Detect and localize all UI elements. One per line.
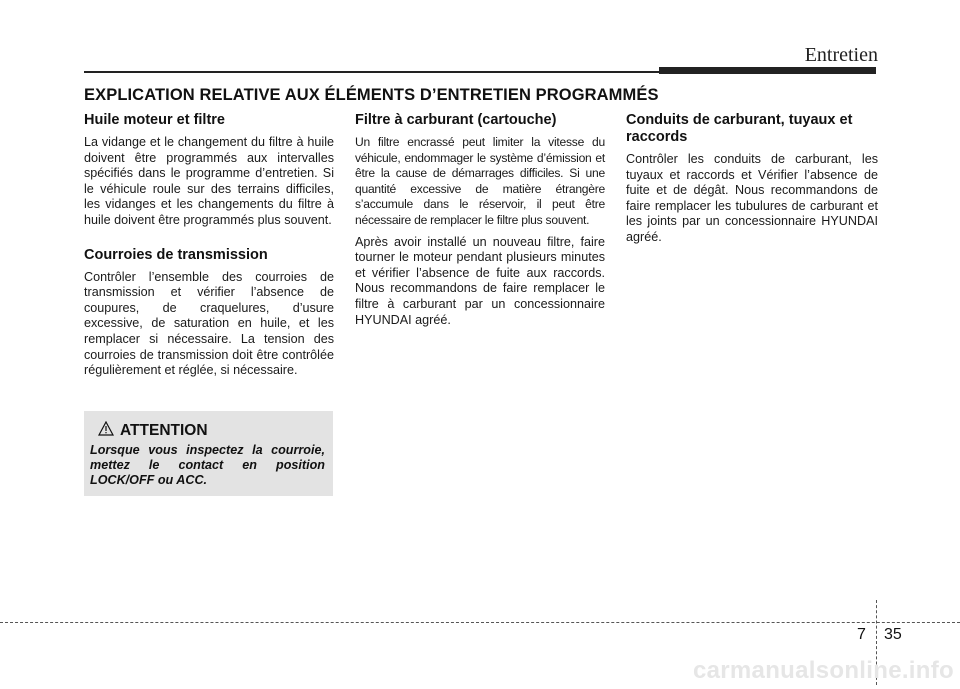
attention-box xyxy=(84,411,333,496)
section-title: EXPLICATION RELATIVE AUX ÉLÉMENTS D’ENTRETIEN PROGRAMMÉS xyxy=(84,86,659,104)
oil-filter-text: La vidange et le changement du filtre à huile doivent être programmés aux intervalles spécifiés dans le programme d’entretien. Si le véhicule roule sur des terrains difficiles, les vidanges et les changements du filtre à huile doivent être programmés plus souvent. xyxy=(84,135,334,227)
fuel-lines-text: Contrôler les conduits de carburant, les tuyaux et raccords et Vérifier l’absence de fuite et de dégât. Nous recommandons de faire remplacer les tubulures de carburant et les joints par un concessionnaire HYUNDAI agréé. xyxy=(626,152,878,244)
fuel-filter-text-2: Après avoir installé un nouveau filtre, faire tourner le moteur pendant plusieurs minutes et vérifier l’absence de fuite aux raccords. Nous recommandons de faire remplacer le filtre à carburant par un concessionnaire HYUNDAI agréé. xyxy=(355,234,605,327)
fuel-filter-text-1: Un filtre encrassé peut limiter la vitesse du véhicule, endommager le système d’émission et être la cause de démarrages difficiles. Si une quantité excessive de matière étrangère s’accumule dans le réservoir, il peut être nécessaire de remplacer le filtre plus souvent. xyxy=(355,135,605,227)
attention-header xyxy=(98,421,208,441)
attention-title: ATTENTION xyxy=(120,422,208,439)
page-number: 35 xyxy=(884,626,902,643)
chapter-title: Entretien xyxy=(804,44,878,66)
drive-belts-text: Contrôler l’ensemble des courroies de transmission et vérifier l’absence de coupures, de craquelures, d’usure excessive, de saturation en huile, et les remplacer si nécessaire. La tension des courroies de transmission doit être contrôlée régulièrement et réglée, si nécessaire. xyxy=(84,269,334,378)
header-rule xyxy=(84,71,659,73)
chapter-number: 7 xyxy=(857,626,866,643)
oil-filter-heading: Huile moteur et filtre xyxy=(84,112,225,128)
drive-belts-heading: Courroies de transmission xyxy=(84,246,268,263)
warning-triangle-icon xyxy=(98,421,114,441)
column-2 xyxy=(355,112,605,334)
watermark: carmanualsonline.info xyxy=(692,657,954,684)
fuel-lines-heading: Conduits de carburant, tuyaux et raccords xyxy=(626,112,853,145)
footer-divider xyxy=(0,622,960,623)
column-1 xyxy=(84,112,334,385)
header-rule-thick xyxy=(659,67,876,74)
fuel-filter-heading: Filtre à carburant (cartouche) xyxy=(355,112,557,128)
column-3 xyxy=(626,112,878,252)
attention-text: Lorsque vous inspectez la courroie, mettez le contact en position LOCK/OFF ou ACC. xyxy=(90,443,325,487)
